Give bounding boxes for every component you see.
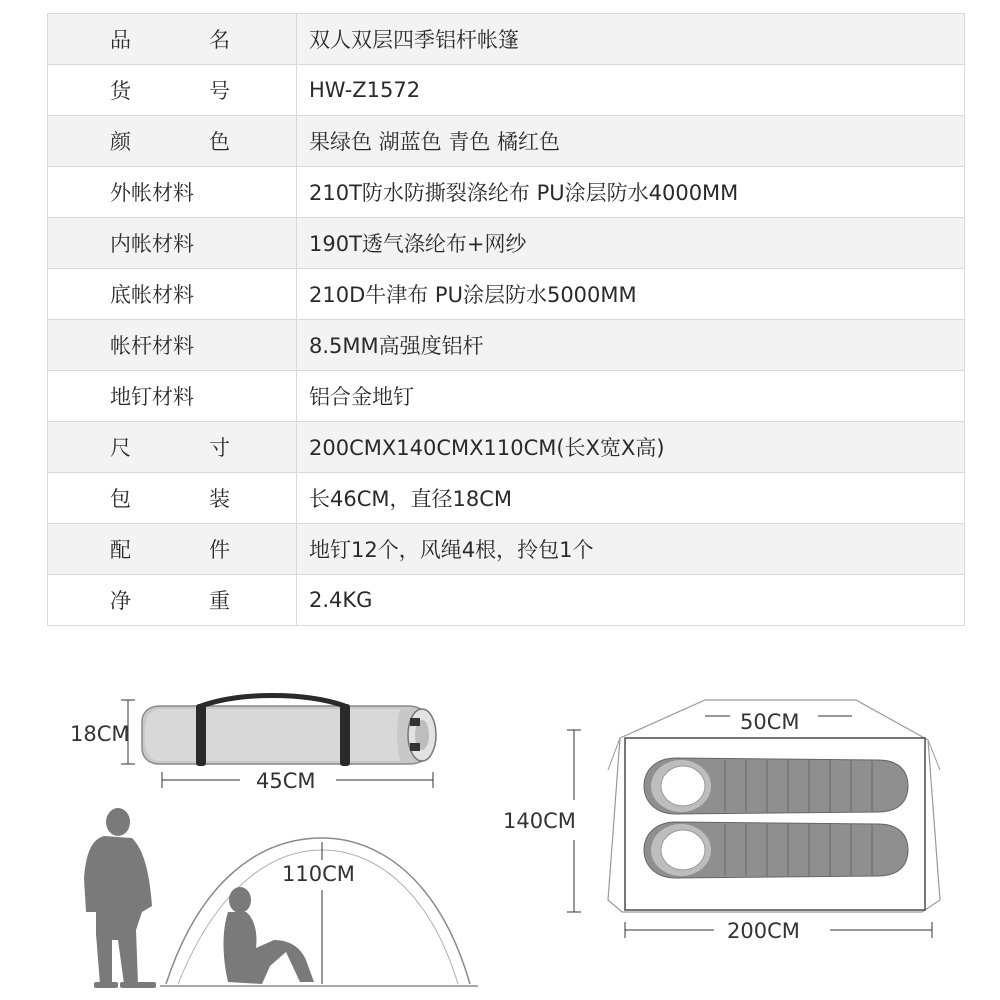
- dimension-illustration: [0, 640, 1000, 1000]
- spec-label: 号: [209, 79, 230, 103]
- spec-label-cell: [48, 269, 297, 320]
- spec-row: [48, 116, 965, 167]
- spec-value: 2.4KG: [297, 575, 965, 626]
- spec-label: 地钉材料: [110, 385, 194, 409]
- tent-side-view: [160, 838, 478, 986]
- spec-label: 色: [209, 130, 230, 154]
- spec-row: [48, 422, 965, 473]
- spec-row: [48, 371, 965, 422]
- spec-label: 装: [209, 487, 230, 511]
- spec-label-cell: [48, 575, 297, 626]
- spec-label: 尺: [110, 436, 131, 460]
- spec-value: 210D牛津布 PU涂层防水5000MM: [297, 269, 965, 320]
- spec-label-cell: [48, 320, 297, 371]
- spec-label: 货: [110, 79, 131, 103]
- packed-bag-illustration: [70, 696, 436, 794]
- tent-top-view: [503, 700, 940, 943]
- spec-label-cell: [48, 473, 297, 524]
- spec-row: [48, 524, 965, 575]
- spec-label-cell: [48, 65, 297, 116]
- spec-value: 铝合金地钉: [297, 371, 965, 422]
- standing-person-silhouette: [84, 808, 156, 988]
- tent-length-label: 200CM: [727, 919, 800, 943]
- spec-label-cell: [48, 422, 297, 473]
- spec-value: 210T防水防撕裂涤纶布 PU涂层防水4000MM: [297, 167, 965, 218]
- spec-value: 地钉12个，风绳4根，拎包1个: [297, 524, 965, 575]
- spec-label-cell: [48, 218, 297, 269]
- spec-row: [48, 320, 965, 371]
- spec-value: 果绿色 湖蓝色 青色 橘红色: [297, 116, 965, 167]
- spec-row: [48, 65, 965, 116]
- spec-label-cell: [48, 524, 297, 575]
- spec-value: 双人双层四季铝杆帐篷: [297, 14, 965, 65]
- spec-label: 帐杆材料: [110, 334, 194, 358]
- spec-row: [48, 473, 965, 524]
- spec-label: 净: [110, 589, 131, 613]
- spec-value: 200CMX140CMX110CM(长X宽X高): [297, 422, 965, 473]
- spec-label: 品: [110, 28, 131, 52]
- spec-row: [48, 218, 965, 269]
- tent-height-label: 110CM: [282, 862, 355, 886]
- bag-length-label: 45CM: [256, 769, 316, 793]
- sleeping-bag-2: [644, 822, 908, 878]
- spec-label: 名: [209, 28, 230, 52]
- spec-value: 8.5MM高强度铝杆: [297, 320, 965, 371]
- spec-label-cell: [48, 14, 297, 65]
- bag-diameter-label: 18CM: [70, 722, 130, 746]
- spec-row: [48, 167, 965, 218]
- spec-value: 190T透气涤纶布+网纱: [297, 218, 965, 269]
- spec-label: 内帐材料: [110, 232, 194, 256]
- sitting-person-silhouette: [224, 887, 315, 984]
- spec-row: [48, 575, 965, 626]
- spec-label-cell: [48, 167, 297, 218]
- spec-label: 配: [110, 538, 131, 562]
- spec-row: [48, 269, 965, 320]
- spec-label: 重: [209, 589, 230, 613]
- spec-label-cell: [48, 116, 297, 167]
- spec-label: 底帐材料: [110, 283, 194, 307]
- spec-table: [47, 13, 965, 626]
- spec-label: 颜: [110, 130, 131, 154]
- spec-value: 长46CM，直径18CM: [297, 473, 965, 524]
- sleeping-bag-1: [644, 758, 908, 814]
- tent-width-label: 140CM: [503, 809, 576, 833]
- spec-label: 外帐材料: [110, 181, 194, 205]
- spec-value: HW-Z1572: [297, 65, 965, 116]
- tent-top-width-label: 50CM: [740, 710, 800, 734]
- spec-label: 包: [110, 487, 131, 511]
- spec-label: 寸: [209, 436, 230, 460]
- spec-label-cell: [48, 371, 297, 422]
- spec-label: 件: [209, 538, 230, 562]
- spec-row: [48, 14, 965, 65]
